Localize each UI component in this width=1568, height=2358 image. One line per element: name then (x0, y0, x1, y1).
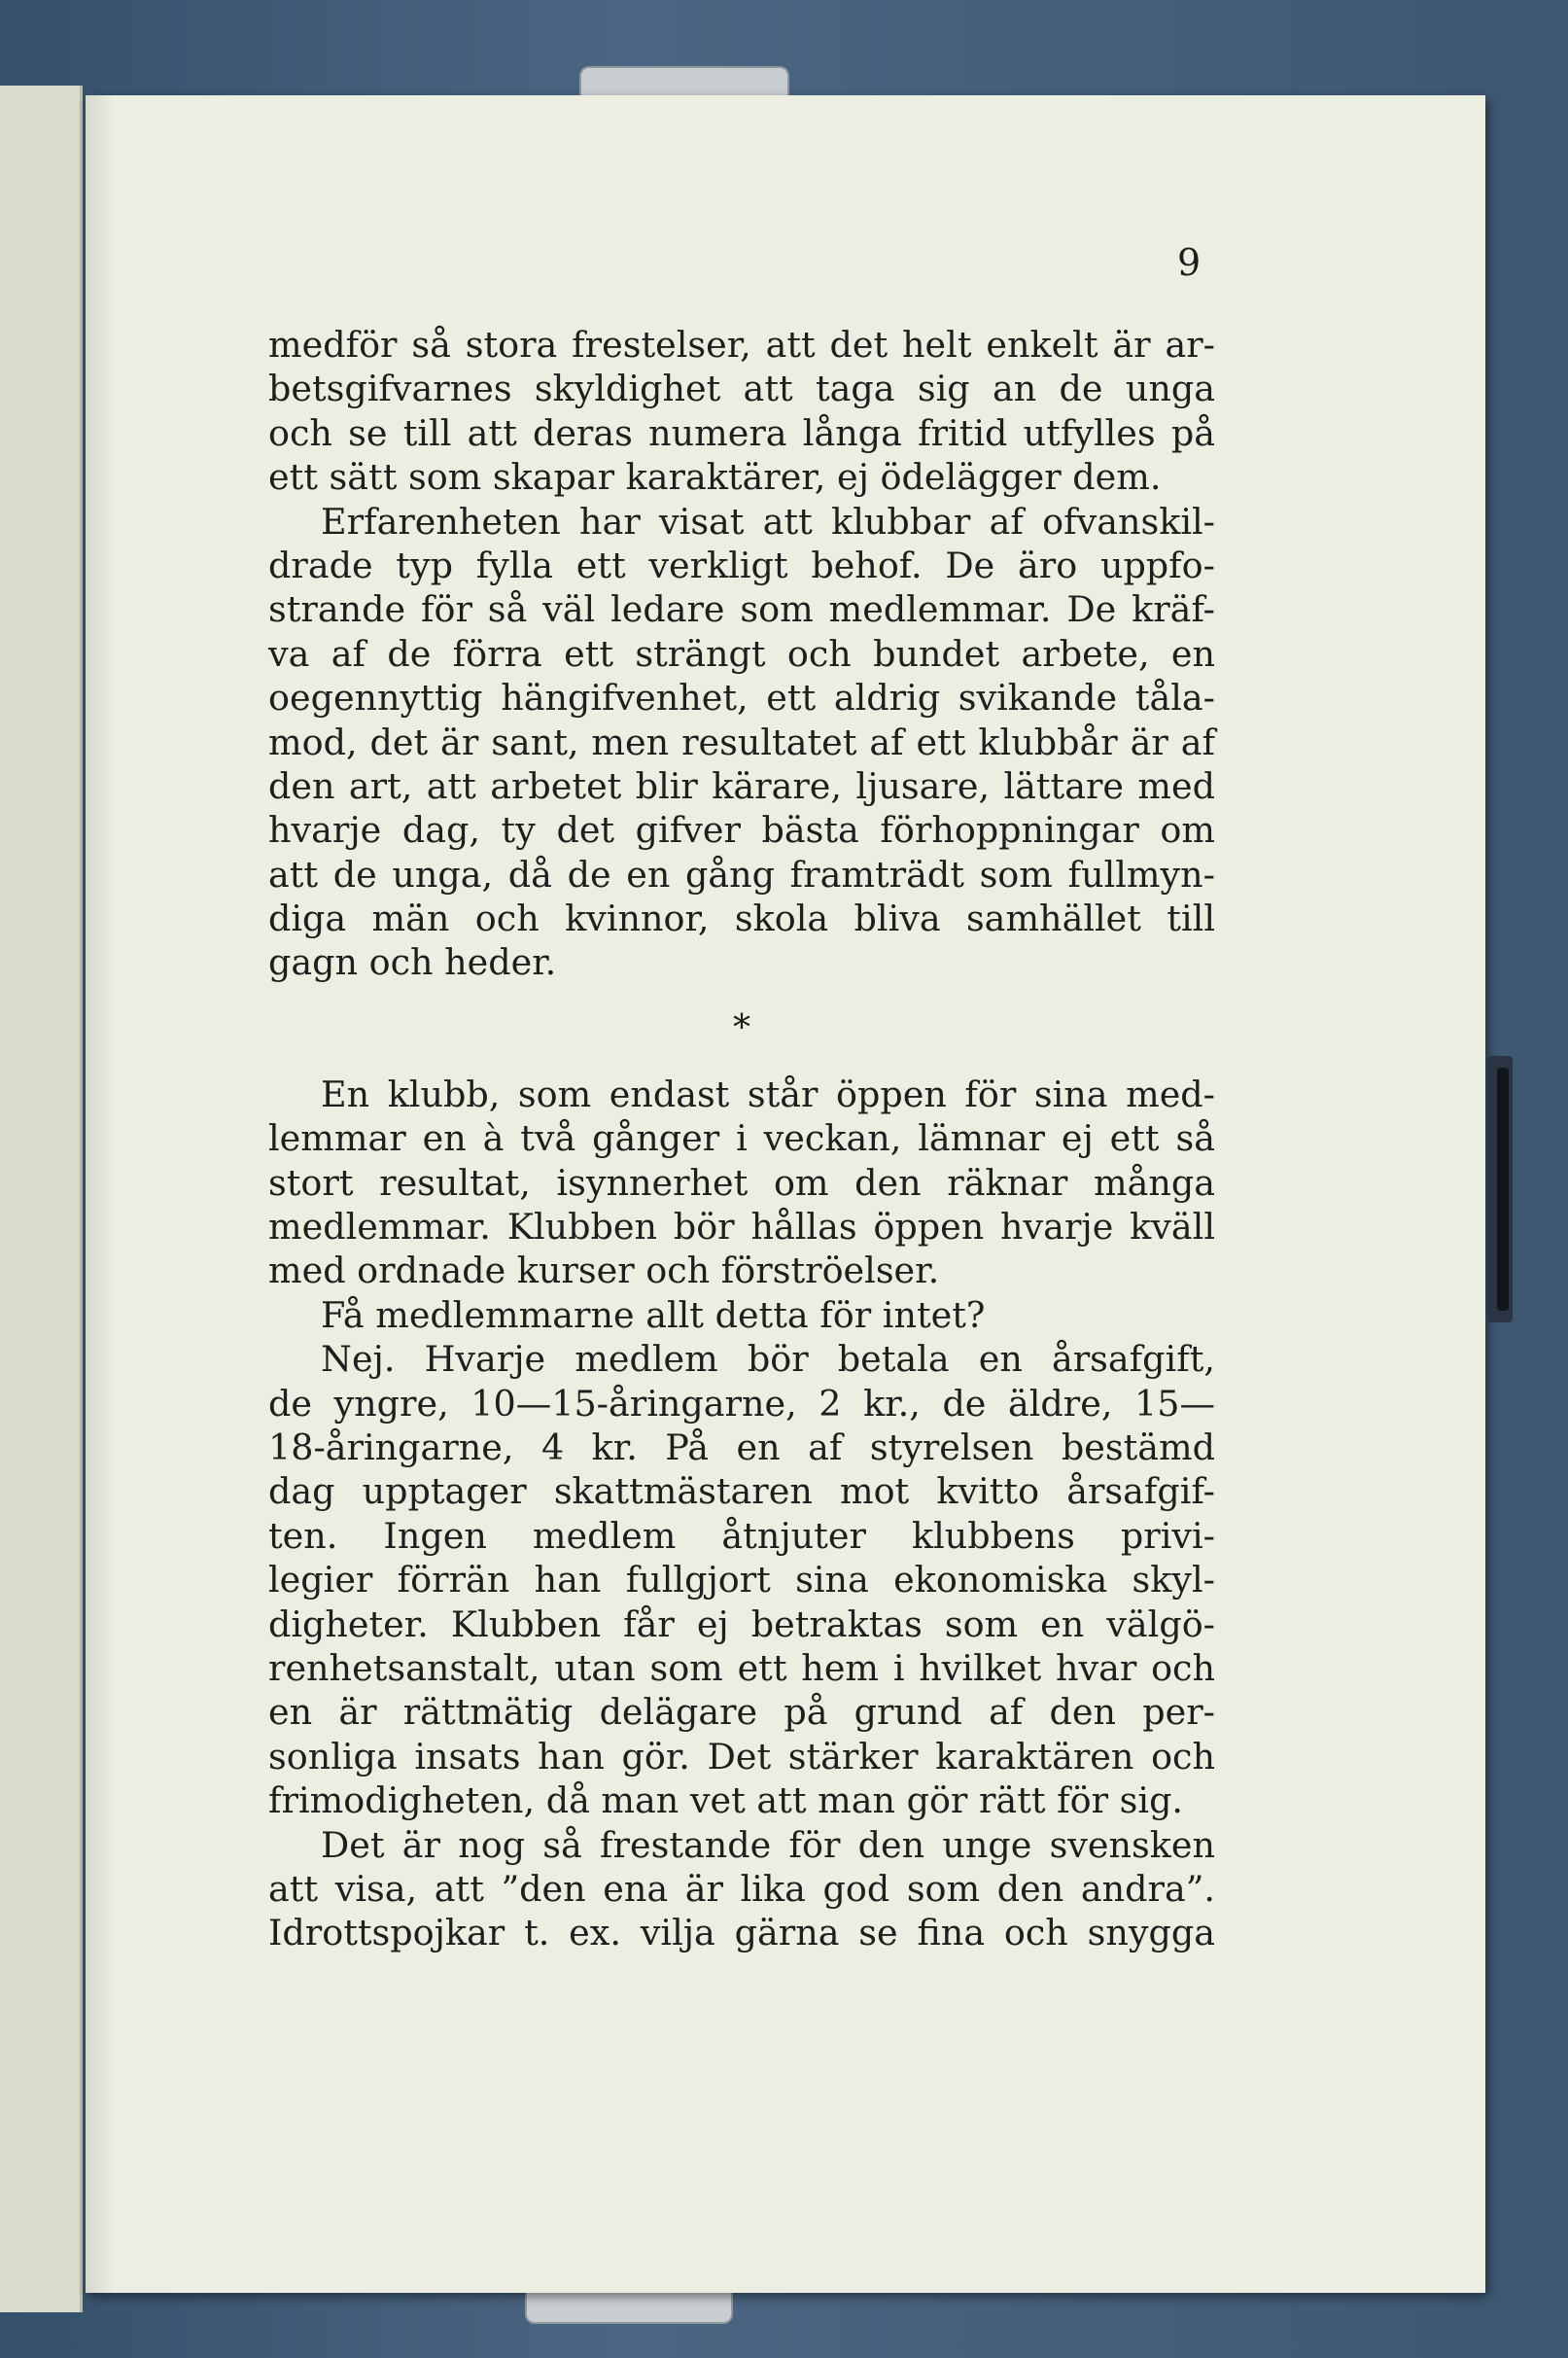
text-line: diga män och kvinnor, skola bliva samhället till (268, 897, 1215, 940)
text-line: Nej. Hvarje medlem bör betala en årsafgift, (321, 1338, 1215, 1381)
text-line: hvarje dag, ty det gifver bästa förhoppningar om (268, 809, 1215, 852)
text-line: och se till att deras numera långa fritid utfylles på (268, 411, 1215, 454)
text-line: digheter. Klubben får ej betraktas som en välgö- (268, 1602, 1215, 1645)
paragraph-block-2 (268, 1073, 1215, 1955)
page-number: 9 (1177, 241, 1202, 284)
text-line: att visa, att ”den ena är lika god som den andra”. (268, 1867, 1215, 1910)
text-line: frimodigheten, då man vet att man gör rätt för sig. (268, 1779, 1184, 1822)
text-line: lemmar en à två gånger i veckan, lämnar ej ett så (268, 1117, 1215, 1160)
text-line: medför så stora frestelser, att det helt enkelt är ar- (268, 324, 1215, 366)
text-line: strande för så väl ledare som medlemmar. De kräf- (268, 588, 1215, 631)
paragraph-block-1 (268, 323, 1215, 985)
text-line: en är rättmätig delägare på grund af den per- (268, 1691, 1215, 1734)
body-text (268, 323, 1215, 1955)
text-line: va af de förra ett strängt och bundet arbete, en (268, 632, 1215, 675)
text-line: stort resultat, isynnerhet om den räknar många (268, 1161, 1215, 1204)
text-line: renhetsanstalt, utan som ett hem i hvilket hvar och (268, 1646, 1215, 1689)
text-line: gagn och heder. (268, 941, 557, 984)
text-line: 18-åringarne, 4 kr. På en af styrelsen bestämd (268, 1425, 1215, 1468)
text-line: medlemmar. Klubben bör hållas öppen hvarje kväll (268, 1206, 1215, 1249)
text-line: legier förrän han fullgjort sina ekonomiska skyl- (268, 1559, 1215, 1601)
text-line: En klubb, som endast står öppen för sina med- (321, 1073, 1215, 1115)
text-line: drade typ fylla ett verkligt behof. De äro uppfo- (268, 544, 1215, 586)
text-line: Erfarenheten har visat att klubbar af ofvanskil- (321, 500, 1215, 543)
text-line: de yngre, 10—15-åringarne, 2 kr., de äldre, 15— (268, 1382, 1215, 1425)
text-line: betsgifvarnes skyldighet att taga sig an de unga (268, 368, 1215, 410)
text-line: mod, det är sant, men resultatet af ett klubbår är af (268, 721, 1215, 763)
facing-page-edge (0, 86, 83, 2312)
text-line: ett sätt som skapar karaktärer, ej ödelägger dem. (268, 456, 1162, 499)
text-line: den art, att arbetet blir kärare, ljusare, lättare med (268, 764, 1215, 807)
text-line: dag upptager skattmästaren mot kvitto årsafgif- (268, 1470, 1215, 1513)
text-line: ten. Ingen medlem åtnjuter klubbens privi- (268, 1514, 1215, 1557)
text-line: oegennyttig hängifvenhet, ett aldrig svikande tåla- (268, 677, 1215, 720)
text-line: Idrottspojkar t. ex. vilja gärna se fina och snygga (268, 1912, 1215, 1954)
text-line: sonliga insats han gör. Det stärker karaktären och (268, 1735, 1215, 1777)
text-line: med ordnade kurser och förströelser. (268, 1249, 940, 1292)
text-line: Det är nog så frestande för den unge svensken (321, 1823, 1215, 1866)
section-separator-asterisk: * (733, 1007, 750, 1048)
text-line: att de unga, då de en gång framträdt som fullmyn- (268, 853, 1215, 896)
text-line: Få medlemmarne allt detta för intet? (321, 1293, 986, 1336)
page-marker-tab-inner (1497, 1068, 1509, 1311)
